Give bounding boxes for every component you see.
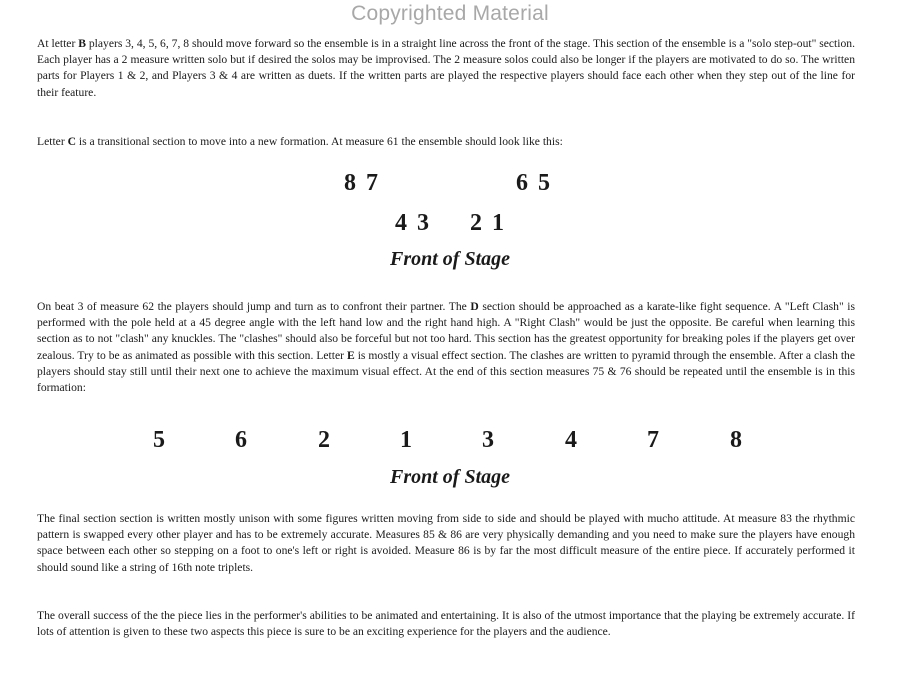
p2-post: is a transitional section to move into a new formation. At measure 61 the ensemble should look like this: [75,135,563,148]
lineup-position-8: 8 [730,427,742,453]
paragraph-letter-b [37,36,855,101]
p3-post: is mostly a visual effect section. The clashes are written to pyramid through the ensemble. After a clash the players should stay still until their next one to achieve the maximum visual effect. At the end of this section measures 75 & 76 should be repeated until the ensemble is in this formation: [37,348,856,395]
front-of-stage-label-1: Front of Stage [389,248,511,270]
front-of-stage-label-2: Front of Stage [389,466,511,488]
p3-mid: section should be approached as a karate-like fight sequence. A "Left Clash" is performed with the pole held at a 45 degree angle with the left hand low and the right hand high. A "Right Clash" would be just the opposite. Be careful when learning this section as to not "clash" any knuckles. The "clashes" should also be forceful but not too hard. This section has the greatest opportunity for breaking poles if the players get over zealous. Try to be as animated as possible with this section. Letter [37,300,855,362]
rehearsal-letter-b: B [78,37,86,50]
formation1-front-right: 2 1 [470,210,506,236]
paragraph-overall-success: The overall success of the the piece lies in the performer's abilities to be animated and entertaining. It is also of the utmost importance that the playing be extremely accurate. If lots of attention is given to these two aspects this piece is sure to be an exciting experience for the players and the audience. [37,609,855,639]
rehearsal-letter-c: C [67,135,76,148]
p2-pre: Letter [37,135,68,148]
p3-pre: On beat 3 of measure 62 the players should jump and turn as to confront their partner. The [37,300,471,313]
p1-post: players 3, 4, 5, 6, 7, 8 should move forward so the ensemble is in a straight line across the front of the stage. This section of the ensemble is a "solo step-out" section. Each player has a 2 measure written solo but if desired the solos may be improvised. The 2 measure solos could also be longer if the players are motivated to do so. The written parts for Players 1 & 2, and Players 3 & 4 are written as duets. If the written parts are played the respective players should face each other when they step out of the line for their feature. [37,37,855,99]
lineup-position-7: 7 [647,427,659,453]
lineup-position-5: 3 [482,427,494,453]
lineup-position-4: 1 [400,427,412,453]
paragraph-final-section: The final section section is written mostly unison with some figures written moving from side to side and should be played with mucho attitude. At measure 83 the rhythmic pattern is swapped every other player and has to be extremely accurate. Measures 85 & 86 are very physically demanding and you need to make sure the players have enough space between each other so stepping on a foot to one's left or right is avoided. Measure 86 is by far the most difficult measure of the entire piece. If accurately performed it should sound like a string of 16th note triplets. [37,512,855,574]
rehearsal-letter-e: E [346,348,355,362]
formation1-back-right: 6 5 [516,170,552,196]
lineup-position-1: 5 [153,427,165,453]
paragraph-letter-d [37,299,855,396]
p1-pre: At letter [37,37,79,50]
lineup-position-3: 2 [318,427,330,453]
rehearsal-letter-d: D [470,300,479,313]
copyright-watermark: Copyrighted Material [351,2,549,25]
lineup-position-6: 4 [565,427,577,453]
paragraph-letter-c [37,134,855,150]
formation1-front-left: 4 3 [395,210,431,236]
lineup-position-2: 6 [235,427,247,453]
formation1-back-left: 8 7 [344,170,380,196]
